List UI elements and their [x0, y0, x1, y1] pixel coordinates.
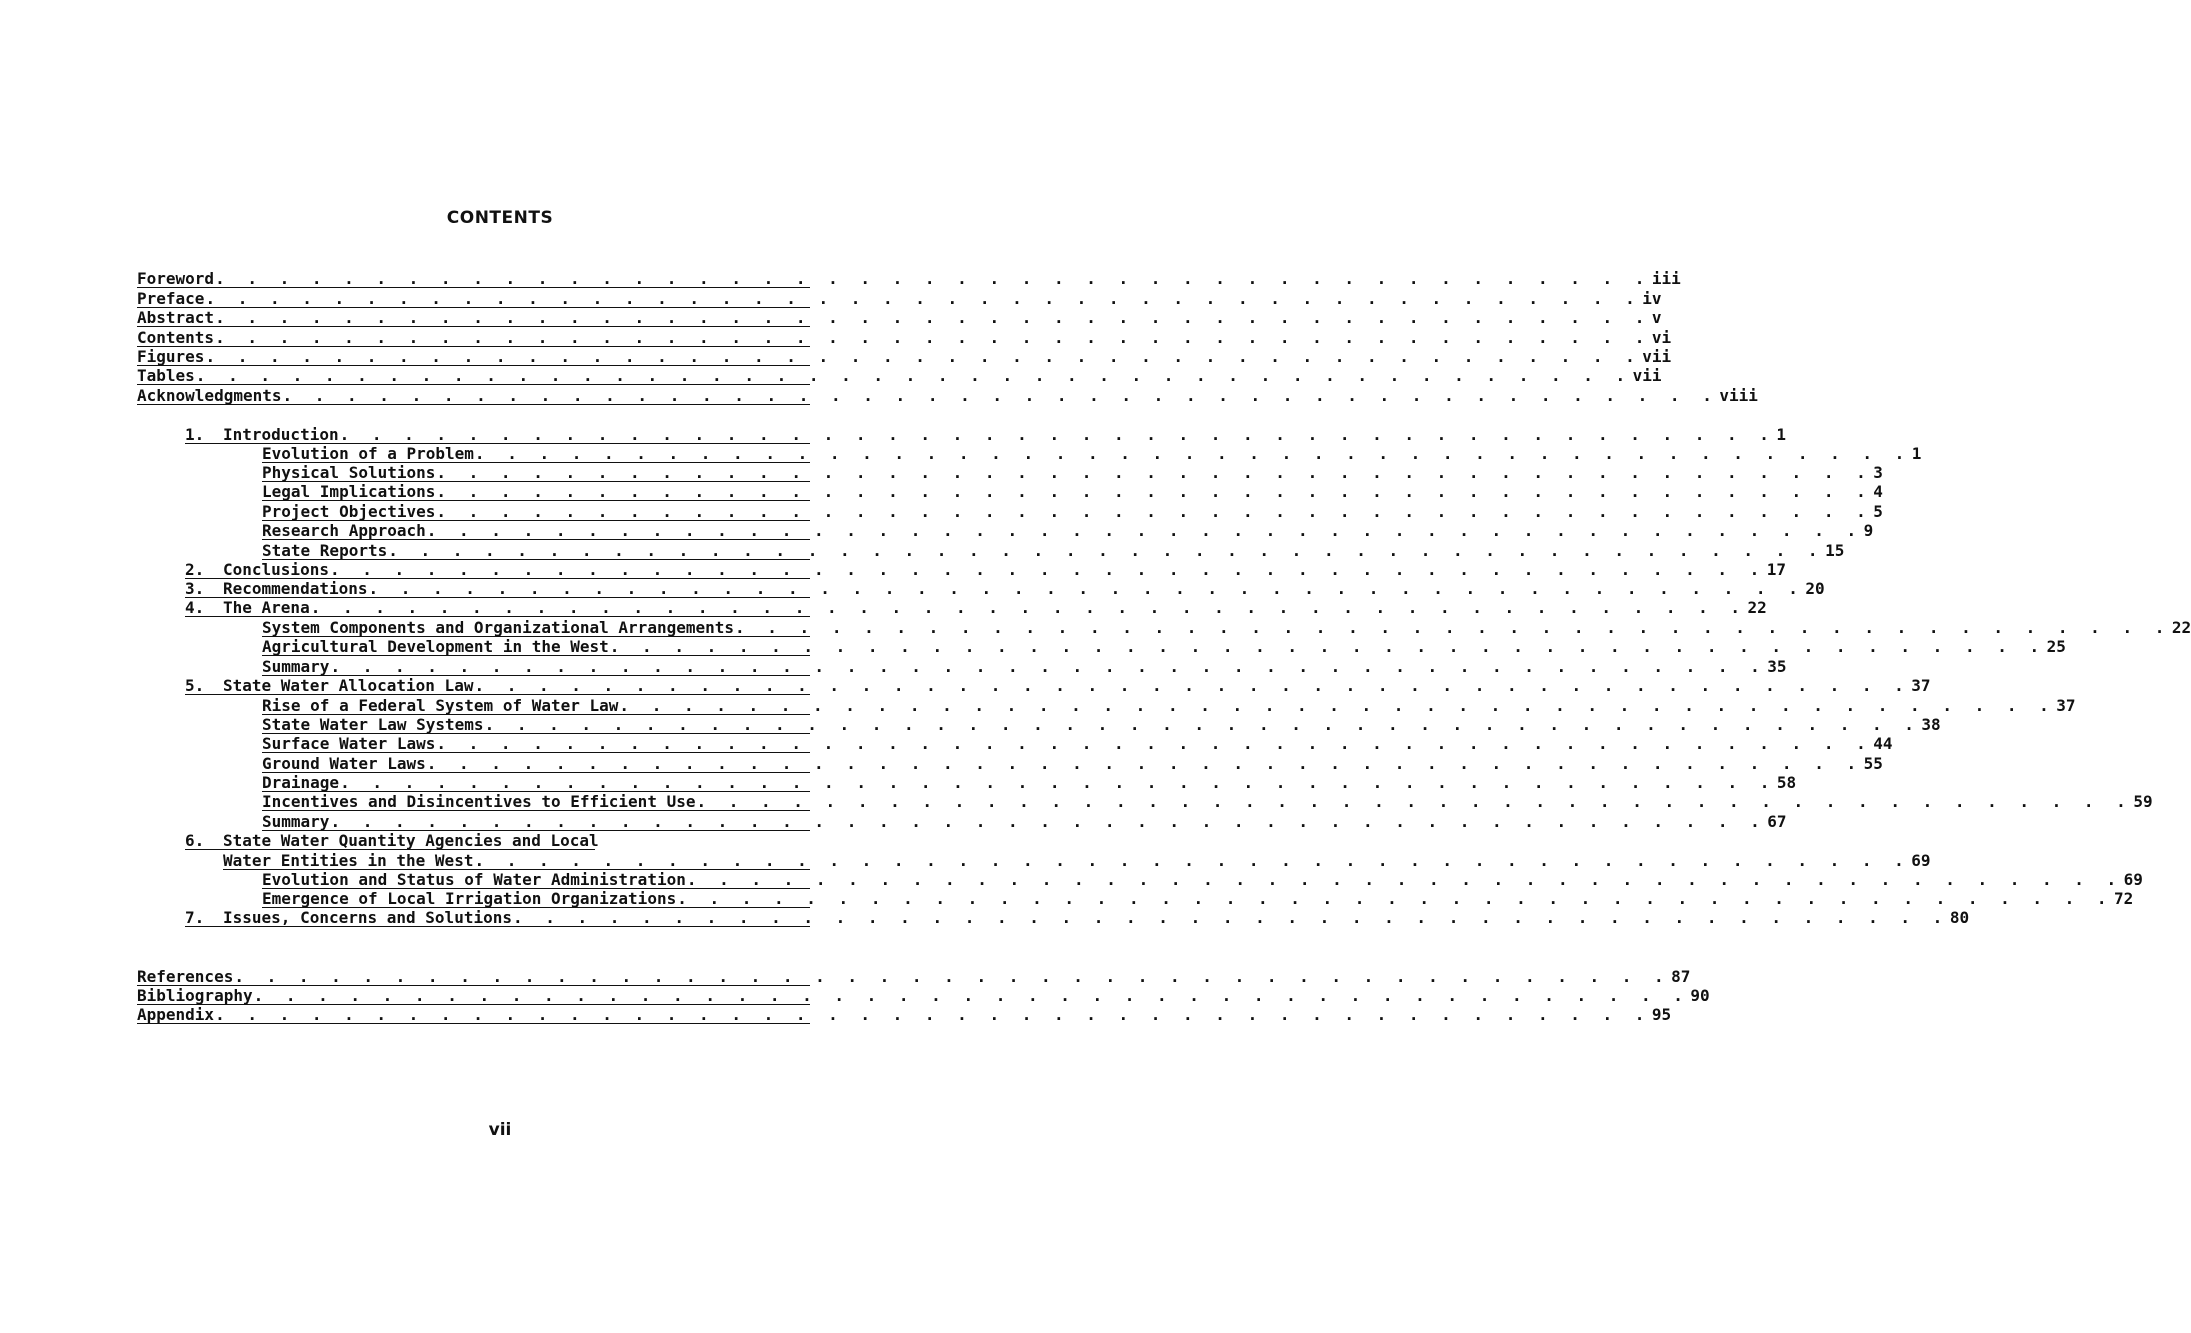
toc-section[interactable]: [262, 481, 1883, 501]
toc-entry-page: 35: [1767, 657, 1787, 676]
toc-entry-page: 38: [1921, 715, 1941, 734]
toc-entry-page: 22: [1747, 598, 1767, 617]
toc-entry-page: 55: [1863, 754, 1883, 773]
toc-entry-label: Summary: [262, 657, 330, 676]
toc-section[interactable]: [262, 811, 1787, 831]
toc-entry-page: 1: [1911, 444, 1922, 463]
toc-entry-page: 72: [2114, 889, 2134, 908]
toc-entry-references[interactable]: [137, 966, 1691, 986]
dot-leader: . . . . . . . . . . . . . . . . . . . . . . . . . . . . . . . . . . . . . . . . . . . . .: [388, 541, 1825, 560]
toc-entry-label: Emergence of Local Irrigation Organizations: [262, 889, 677, 908]
toc-entry-label: Preface: [137, 289, 205, 308]
toc-entry-label: Legal Implications: [262, 482, 436, 501]
toc-entry-label: State Water Allocation Law: [223, 676, 474, 695]
toc-entry-label: State Water Quantity Agencies and Local: [223, 831, 599, 850]
toc-entry-label: Evolution and Status of Water Administration: [262, 870, 686, 889]
chapter-number: 7.: [185, 908, 205, 927]
dot-leader: . . . . . . . . . . . . . . . . . . . . . . . . . . . . . . . . . . . . . . . . . . . . .: [512, 908, 1949, 927]
dot-leader: . . . . . . . . . . . . . . . . . . . . . . . . . . . . . . . . . . . . . . . . . . . . .: [436, 482, 1873, 501]
dot-leader: . . . . . . . . . . . . . . . . . . . . . . . . . . . . . . . . . . . . . . . . . . . . .: [215, 1005, 1651, 1024]
toc-entry-figures[interactable]: [137, 346, 1672, 366]
toc-entry-acknowledgments[interactable]: [137, 385, 1758, 405]
toc-entry-label: Contents: [137, 328, 215, 347]
toc-entry-label: Incentives and Disincentives to Efficient Use: [262, 792, 696, 811]
dot-leader: . . . . . . . . . . . . . . . . . . . . . . . . . . . . . . . . . . . . . . . . . . . . .: [205, 347, 1642, 366]
toc-entry-label: Water Entities in the West: [223, 851, 474, 870]
dot-leader: . . . . . . . . . . . . . . . . . . . . . . . . . . . . . . . . . . . . . . . . . . . . .: [215, 269, 1651, 288]
dot-leader: . . . . . . . . . . . . . . . . . . . . . . . . . . . . . . . . . . . . . . . . . . . . .: [339, 425, 1776, 444]
dot-leader: . . . . . . . . . . . . . . . . . . . . . . . . . . . . . . . . . . . . . . . . . . . . .: [686, 870, 2123, 889]
toc-section[interactable]: [262, 443, 1922, 463]
toc-entry-label: Appendix: [137, 1005, 215, 1024]
toc-entry-label: Surface Water Laws: [262, 734, 436, 753]
toc-entry-page: 67: [1767, 812, 1787, 831]
toc-entry-page: 9: [1863, 521, 1874, 540]
toc-chapter-2[interactable]: [185, 559, 1787, 579]
toc-entry-label: Introduction: [223, 425, 339, 444]
dot-leader: . . . . . . . . . . . . . . . . . . . . . . . . . . . . . . . . . . . . . . . . . . . . .: [474, 444, 1911, 463]
toc-entry-page: 4: [1873, 482, 1883, 501]
toc-entry-label: Abstract: [137, 308, 215, 327]
toc-entry-page: 59: [2133, 792, 2153, 811]
toc-entry-label: State Reports: [262, 541, 388, 560]
toc-entry-page: 20: [1805, 579, 1825, 598]
toc-entry-label: Bibliography: [137, 986, 253, 1005]
dot-leader: . . . . . . . . . . . . . . . . . . . . . . . . . . . . . . . . . . . . . . . . . . . . .: [484, 715, 1921, 734]
toc-entry-page: vii: [1642, 347, 1672, 366]
toc-chapter-1[interactable]: [185, 424, 1787, 444]
dot-leader: . . . . . . . . . . . . . . . . . . . . . . . . . . . . . . . . . . . . . . . . . . . . .: [436, 502, 1873, 521]
toc-entry-label: Summary: [262, 812, 330, 831]
toc-entry-page: 1: [1776, 425, 1787, 444]
toc-entry-label: Research Approach: [262, 521, 426, 540]
toc-entry-label: Agricultural Development in the West: [262, 637, 609, 656]
dot-leader: . . . . . . . . . . . . . . . . . . . . . . . . . . . . . . . . . . . . . . . . . . . . .: [205, 289, 1642, 308]
dot-leader: . . . . . . . . . . . . . . . . . . . . . . . . . . . . . . . . . . . . . . . . . . . . .: [253, 986, 1690, 1005]
toc-section[interactable]: [262, 462, 1883, 482]
toc-entry-page: 15: [1825, 541, 1845, 560]
toc-entry-label: Issues, Concerns and Solutions: [223, 908, 512, 927]
chapter-number: 3.: [185, 579, 205, 598]
chapter-number: 4.: [185, 598, 205, 617]
toc-entry-page: iii: [1651, 269, 1681, 288]
toc-section[interactable]: [262, 791, 2153, 811]
page-number: vii: [488, 1120, 512, 1140]
toc-entry-bibliography[interactable]: [137, 985, 1710, 1005]
toc-entry-page: 44: [1873, 734, 1893, 753]
dot-leader: . . . . . . . . . . . . . . . . . . . . . . . . . . . . . . . . . . . . . . . . . . . . .: [426, 521, 1863, 540]
dot-leader: . . . . . . . . . . . . . . . . . . . . . . . . . . . . . . . . . . . . . . . . . . . . .: [215, 308, 1651, 327]
toc-section[interactable]: [262, 520, 1874, 540]
toc-entry-label: Ground Water Laws: [262, 754, 426, 773]
toc-entry-page: 25: [2046, 637, 2066, 656]
chapter-number: 6.: [185, 831, 205, 850]
toc-entry-tables[interactable]: [137, 365, 1662, 385]
toc-entry-page: 22: [2171, 618, 2191, 637]
toc-entry-page: 69: [2123, 870, 2143, 889]
toc-entry-label: State Water Law Systems: [262, 715, 484, 734]
toc-section[interactable]: [262, 656, 1787, 676]
toc-entry-label: Acknowledgments: [137, 386, 282, 405]
dot-leader: . . . . . . . . . . . . . . . . . . . . . . . . . . . . . . . . . . . . . . . . . . . . .: [310, 598, 1747, 617]
toc-entry-label: Foreword: [137, 269, 215, 288]
toc-section[interactable]: [262, 869, 2143, 889]
dot-leader: . . . . . . . . . . . . . . . . . . . . . . . . . . . . . . . . . . . . . . . . . . . . .: [330, 657, 1767, 676]
toc-entry-label: Evolution of a Problem: [262, 444, 474, 463]
toc-entry-page: 5: [1873, 502, 1883, 521]
toc-entry-label: Project Objectives: [262, 502, 436, 521]
toc-entry-page: 3: [1873, 463, 1883, 482]
toc-section[interactable]: [262, 772, 1797, 792]
toc-entry-page: 90: [1690, 986, 1710, 1005]
toc-entry-label: Recommendations: [223, 579, 368, 598]
dot-leader: . . . . . . . . . . . . . . . . . . . . . . . . . . . . . . . . . . . . . . . . . . . . .: [677, 889, 2114, 908]
dot-leader: . . . . . . . . . . . . . . . . . . . . . . . . . . . . . . . . . . . . . . . . . . . . .: [474, 851, 1911, 870]
toc-entry-page: 37: [2056, 696, 2076, 715]
toc-entry-label: Conclusions: [223, 560, 329, 579]
toc-section[interactable]: [262, 617, 2191, 637]
toc-entry-contents[interactable]: [137, 327, 1672, 347]
toc-entry-page: 80: [1949, 908, 1970, 927]
toc-entry-page: iv: [1642, 289, 1662, 308]
toc-entry-label: References: [137, 967, 234, 986]
dot-leader: . . . . . . . . . . . . . . . . . . . . . . . . . . . . . . . . . . . . . . . . . . . . .: [436, 463, 1873, 482]
toc-entry-label: Physical Solutions: [262, 463, 436, 482]
dot-leader: . . . . . . . . . . . . . . . . . . . . . . . . . . . . . . . . . . . . . . . . . . . . .: [340, 773, 1776, 792]
dot-leader: . . . . . . . . . . . . . . . . . . . . . . . . . . . . . . . . . . . . . . . . . . . . .: [426, 754, 1863, 773]
toc-entry-page: v: [1651, 308, 1662, 327]
toc-chapter-6-continued[interactable]: [223, 850, 1931, 870]
toc-section[interactable]: [262, 733, 1893, 753]
toc-entry-label: Figures: [137, 347, 205, 366]
toc-entry-label: Tables: [137, 366, 195, 385]
toc-entry-page: vi: [1651, 328, 1672, 347]
chapter-number: 1.: [185, 425, 205, 444]
toc-entry-page: 37: [1911, 676, 1931, 695]
dot-leader: . . . . . . . . . . . . . . . . . . . . . . . . . . . . . . . . . . . . . . . . . . . . .: [696, 792, 2133, 811]
dot-leader: . . . . . . . . . . . . . . . . . . . . . . . . . . . . . . . . . . . . . . . . . . . . .: [609, 637, 2046, 656]
toc-section[interactable]: [262, 695, 2076, 715]
dot-leader: . . . . . . . . . . . . . . . . . . . . . . . . . . . . . . . . . . . . . . . . . . . . .: [436, 734, 1873, 753]
dot-leader: . . . . . . . . . . . . . . . . . . . . . . . . . . . . . . . . . . . . . . . . . . . . .: [368, 579, 1805, 598]
toc-entry-page: viii: [1719, 386, 1758, 405]
toc-entry-label: System Components and Organizational Arrangements: [262, 618, 735, 637]
toc-entry-page: 95: [1651, 1005, 1672, 1024]
toc-section[interactable]: [262, 540, 1845, 560]
toc-chapter-7[interactable]: [185, 907, 1970, 927]
page-title: CONTENTS: [446, 208, 554, 228]
toc-section[interactable]: [262, 636, 2066, 656]
toc-chapter-6[interactable]: [185, 830, 599, 850]
dot-leader: . . . . . . . . . . . . . . . . . . . . . . . . . . . . . . . . . . . . . . . . . . . . .: [329, 560, 1766, 579]
toc-entry-page: 87: [1671, 967, 1691, 986]
toc-chapter-3[interactable]: [185, 578, 1825, 598]
toc-section[interactable]: [262, 753, 1883, 773]
toc-entry-preface[interactable]: [137, 288, 1662, 308]
dot-leader: . . . . . . . . . . . . . . . . . . . . . . . . . . . . . . . . . . . . . . . . . . . . .: [619, 696, 2056, 715]
toc-entry-label: The Arena: [223, 598, 310, 617]
toc-entry-foreword[interactable]: [137, 268, 1681, 288]
toc-section[interactable]: [262, 501, 1883, 521]
toc-entry-label: Drainage: [262, 773, 340, 792]
toc-chapter-4[interactable]: [185, 597, 1767, 617]
dot-leader: . . . . . . . . . . . . . . . . . . . . . . . . . . . . . . . . . . . . . . . . . . . . .: [234, 967, 1671, 986]
dot-leader: . . . . . . . . . . . . . . . . . . . . . . . . . . . . . . . . . . . . . . . . . . . . .: [735, 618, 2171, 637]
toc-section[interactable]: [262, 888, 2134, 908]
toc-entry-abstract[interactable]: [137, 307, 1662, 327]
toc-chapter-5[interactable]: [185, 675, 1931, 695]
toc-entry-page: 17: [1766, 560, 1787, 579]
dot-leader: . . . . . . . . . . . . . . . . . . . . . . . . . . . . . . . . . . . . . . . . . . . . .: [195, 366, 1632, 385]
dot-leader: . . . . . . . . . . . . . . . . . . . . . . . . . . . . . . . . . . . . . . . . . . . . .: [215, 328, 1651, 347]
dot-leader: . . . . . . . . . . . . . . . . . . . . . . . . . . . . . . . . . . . . . . . . . . . . .: [282, 386, 1719, 405]
toc-entry-page: 58: [1776, 773, 1797, 792]
toc-entry-page: 69: [1911, 851, 1931, 870]
chapter-number: 2.: [185, 560, 205, 579]
toc-entry-label: Rise of a Federal System of Water Law: [262, 696, 619, 715]
toc-entry-appendix[interactable]: [137, 1004, 1672, 1024]
toc-entry-page: vii: [1632, 366, 1662, 385]
chapter-number: 5.: [185, 676, 205, 695]
dot-leader: . . . . . . . . . . . . . . . . . . . . . . . . . . . . . . . . . . . . . . . . . . . . .: [474, 676, 1911, 695]
dot-leader: . . . . . . . . . . . . . . . . . . . . . . . . . . . . . . . . . . . . . . . . . . . . .: [330, 812, 1767, 831]
toc-section[interactable]: [262, 714, 1941, 734]
